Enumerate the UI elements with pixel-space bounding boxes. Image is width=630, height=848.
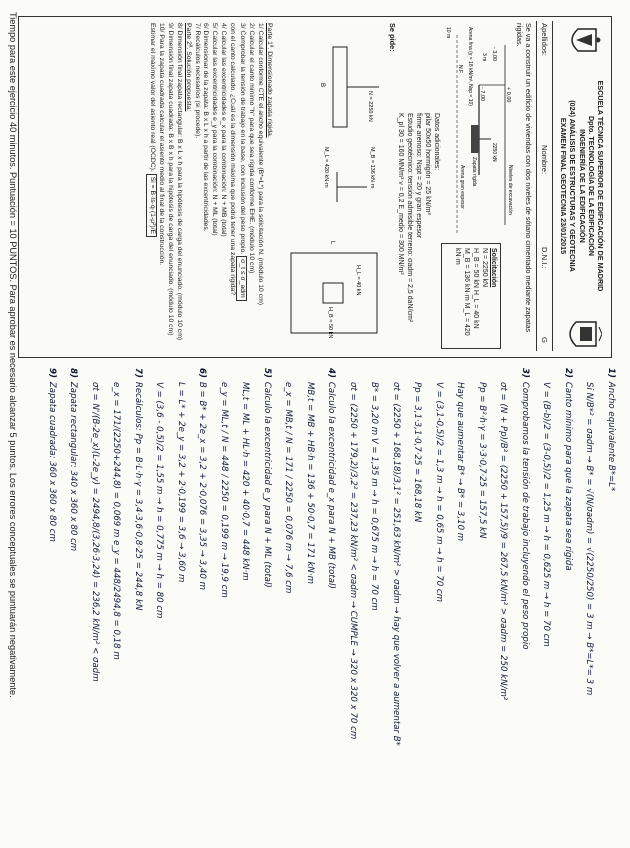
height-label: 3 m bbox=[481, 53, 487, 62]
handwritten-text: σt = (2250 + 168,18)/3,1² = 251,63 kN/m² > σadm → hay que volver a aumentar B* bbox=[391, 382, 401, 746]
handwritten-line bbox=[154, 368, 165, 838]
data-line: K_pl 30 = 160 MN/m³ ν = 0,2 E_medio = 300 MN/m² bbox=[397, 113, 404, 275]
handwritten-text: Zapata rectangular: 340 x 360 x 80 cm bbox=[68, 381, 79, 552]
handwritten-text: V = (B-b)/2 = (3-0,5)/2 = 1,25 m → h = 0,625 m → h = 70 cm bbox=[541, 382, 552, 647]
excavation-note: Niveles de excavación bbox=[507, 165, 513, 215]
section-diagram bbox=[441, 25, 519, 245]
data-line: Estudio geotécnico: tensión admisible terreno: σadm = 2,5 daN/cm² bbox=[406, 113, 413, 323]
level-zero: + 0,00 bbox=[505, 87, 511, 103]
handwritten-text: V = (3,6 - 0,5)/2 = 1,55 m → h = 0,775 m → h = 80 cm bbox=[154, 382, 165, 619]
handwritten-line bbox=[347, 368, 358, 838]
handwritten-text: σt = (2250 + 179,2)/3,2² = 237,23 kN/m² < σadm → CUMPLE → 320 x 320 x 70 cm bbox=[348, 382, 358, 740]
fig-moment-l: M_L = 420 kN·m bbox=[323, 147, 329, 188]
handwritten-line bbox=[476, 368, 487, 838]
solicitation-line: N = 2250 kN bbox=[481, 248, 488, 288]
handwritten-text: σt = N'/(B-2e_x)(L-2e_y) = 2494,8/(3,26·3,24) = 236,2 kN/m² < σadm bbox=[90, 382, 100, 682]
se-pide-label: Se pide: bbox=[388, 23, 397, 52]
handwritten-solution bbox=[20, 368, 616, 838]
data-line: Datos adicionales: bbox=[433, 113, 440, 171]
fig-horizontal-l: H_L = 40 kN bbox=[355, 265, 361, 296]
handwritten-line bbox=[175, 368, 186, 838]
handwritten-line bbox=[455, 368, 466, 838]
additional-data bbox=[396, 113, 441, 349]
handwritten-line bbox=[584, 368, 595, 838]
handwritten-number: 9) bbox=[47, 368, 57, 378]
exam-header bbox=[552, 21, 607, 351]
handwritten-line bbox=[111, 368, 122, 838]
handwritten-text: Pp = 3,1·3,1·0,7·25 = 168,18 kN bbox=[412, 382, 423, 523]
handwritten-text: Canto mínimo para que la zapata sea rígida bbox=[563, 381, 573, 571]
questions-list bbox=[146, 23, 273, 351]
handwritten-line bbox=[412, 368, 423, 838]
question-text: 3/ Comprobar la tensión de trabajo en la base, con inclusión del peso propio. bbox=[238, 23, 246, 255]
handwritten-text: σt = (N + Pp)/B² = (2250 + 157,5)/9 = 267,5 kN/m² > σadm = 250 kN/m² bbox=[498, 382, 509, 701]
question-part-title: Parte 1ª. Dimensionado zapata rígida. bbox=[266, 23, 273, 138]
fig-dim-b: B bbox=[319, 83, 325, 88]
depth-label: 10 m bbox=[445, 27, 451, 39]
handwritten-text: Hay que aumentar B* → B* = 3,10 m bbox=[455, 382, 466, 542]
handwritten-number: 6) bbox=[197, 368, 208, 378]
name-label: Nombre: bbox=[540, 145, 549, 175]
handwritten-line bbox=[197, 368, 208, 838]
surname-label: Apellidos: bbox=[540, 23, 549, 56]
question-item: 9/ Dimensión final zapata cuadrada: B x B x h para la hipótesis de carga del enunciado. (módulo 10 cm) bbox=[167, 23, 175, 336]
handwritten-line bbox=[132, 368, 143, 838]
handwritten-text: Zapata cuadrada: 360 x 360 x 80 cm bbox=[47, 381, 57, 542]
handwritten-line bbox=[326, 368, 337, 838]
handwritten-line bbox=[283, 368, 294, 838]
exam-footer: Tiempo para este ejercicio 40 minutos. Puntuación = 10 PUNTOS. Para aprobar es necesario alcanzar 5 puntos. Los errores conceptuales se puntuarán negativamente. bbox=[8, 12, 18, 698]
exam-intro: Se va a construir un edificio de viviendas con dos niveles de sótano cimentado mediante zapatas rígidas. bbox=[515, 23, 533, 333]
question-item: 1/ Calcular conforme CTE el ancho equivalente (B*=L*) para la solicitación N. (módulo 10 cm) bbox=[257, 23, 265, 306]
handwritten-number: 4) bbox=[326, 368, 337, 378]
university-crest-logo bbox=[562, 25, 602, 55]
handwritten-text: e_x = MB,t / N = 171 / 2250 = 0,076 m → 7,6 cm bbox=[283, 382, 294, 594]
handwritten-line bbox=[46, 368, 57, 838]
handwritten-text: B = B* + 2e_x = 3,2 + 2·0,076 = 3,35 → 3,40 m bbox=[197, 381, 208, 590]
handwritten-line bbox=[498, 368, 509, 838]
handwritten-text: Si N/B*² = σadm → B* = √(N/σadm) = √(2250/250) = 3 m → B*=L*= 3 m bbox=[584, 382, 595, 696]
handwritten-number: 2) bbox=[563, 368, 573, 378]
question-item: 2/ Calcular el canto mínimo "h" para que sea rígida conforme EHE. (módulo 10 cm) bbox=[248, 23, 256, 274]
handwritten-line bbox=[390, 368, 401, 838]
data-line: pilar 50x50 hormigón = 25 kN/m³ bbox=[424, 113, 431, 215]
student-id-row bbox=[536, 21, 551, 351]
question-item: 8/ Dimensión final zapata rectangular: B x L x h para la hipótesis de carga del enunciado. (módulo 10 cm) bbox=[176, 23, 184, 341]
school-crest-logo bbox=[562, 319, 602, 349]
printed-statement bbox=[18, 16, 612, 358]
question-part-title: Parte 2ª. Solución propuesta: bbox=[184, 23, 192, 112]
question-item: 6/ Dimensionar de la zapata: B x L x h a partir de las excentricidades. bbox=[202, 23, 210, 232]
question-item: 5/ Calcular las excentricidades e_y para la combinación: N + ML (total) bbox=[211, 23, 219, 236]
handwritten-text: L = L* + 2e_y = 3,2 + 2·0,199 = 3,6 → 3,60 m bbox=[176, 382, 186, 583]
question-item: con el canto calculado. ¿Cuál es la dimensión máxima que podrá tener una zapata rígida? bbox=[228, 23, 236, 296]
handwritten-text: Calculo la excentricidad e_y para N + ML (total) bbox=[262, 381, 272, 588]
handwritten-number: 5) bbox=[262, 368, 272, 378]
question-item: 10/ Para la zapata cuadrada calcular el asiento medio al final de la construcción. bbox=[158, 23, 166, 266]
course-name: (024) ANÁLISIS DE ESTRUCTURAS Y GEOTECNIA bbox=[568, 100, 578, 272]
level-minus-three: - 3,00 bbox=[491, 47, 497, 62]
handwritten-line bbox=[605, 368, 616, 838]
question-item: 7/ Recálculos necesarios (si procede). bbox=[193, 23, 201, 139]
question-item bbox=[146, 23, 157, 351]
handwritten-line bbox=[562, 368, 573, 838]
handwritten-number: 1) bbox=[606, 368, 616, 378]
soil-left-label: Arena fina (γ = 18 kN/m³, Nsp = 10) bbox=[467, 27, 473, 106]
handwritten-line bbox=[218, 368, 229, 838]
school-name: ESCUELA TÉCNICA SUPERIOR DE EDIFICACIÓN DE MADRID bbox=[596, 80, 605, 292]
footing-label: Zapata rígida bbox=[471, 157, 477, 187]
footing-figures bbox=[277, 27, 387, 347]
fig-horizontal-b: H_B = 50 kN bbox=[327, 307, 333, 339]
solicitation-line: H_B = 50 kN H_L = 40 kN bbox=[472, 248, 479, 329]
handwritten-text: Comprobamos la tensión de trabajo incluyendo el peso propio bbox=[520, 381, 530, 650]
fig-dim-l: L bbox=[329, 241, 335, 245]
handwritten-text: Recálculos: Pp = B·L·h·γ = 3,4·3,6·0,8·25 = 244,8 kN bbox=[133, 381, 143, 611]
solicitation-title: Solicitación bbox=[490, 248, 497, 288]
handwritten-line bbox=[304, 368, 315, 838]
data-line: firme arenoso: Nspt = 20 y gran espesor bbox=[415, 113, 422, 239]
solicitation-line: M_B = 136 kN·m M_L = 420 kN·m bbox=[454, 248, 470, 336]
handwritten-text: Ancho equivalente B*=L* bbox=[606, 381, 616, 492]
handwritten-text: Calculo la excentricidad e_x para N + MB (total) bbox=[326, 381, 337, 589]
handwritten-line bbox=[433, 368, 444, 838]
question-item bbox=[236, 23, 247, 351]
dni-label: D.N.I.: bbox=[540, 247, 549, 269]
handwritten-text: V = (3,1-0,5)/2 = 1,3 m → h = 0,65 m → h = 70 cm bbox=[434, 382, 444, 603]
handwritten-text: e_y = ML,t / N = 448 / 2250 = 0,199 m → 19,9 cm bbox=[219, 382, 229, 598]
level-minus-seven: - 7,00 bbox=[479, 87, 485, 102]
handwritten-text: B* = 3,20 m V = 1,35 m → h = 0,675 m → h = 70 cm bbox=[369, 382, 380, 611]
exam-title: EXAMEN FINAL GEOTECNIA 23/01/2015 bbox=[559, 117, 569, 255]
group-label: G bbox=[540, 337, 549, 343]
handwritten-number: 8) bbox=[68, 368, 79, 378]
handwritten-text: e_x = 171/(2250+244,8) = 0,069 m e_y = 448/2494,8 = 0,18 m bbox=[111, 382, 122, 660]
handwritten-line bbox=[89, 368, 100, 838]
handwritten-text: MB,t = MB + HB·h = 136 + 50·0,7 = 171 kN·m bbox=[305, 382, 315, 584]
handwritten-line bbox=[369, 368, 380, 838]
handwritten-text: ML,t = ML + HL·h = 420 + 40·0,7 = 448 kN·m bbox=[240, 382, 251, 581]
stress-formula-box: σ_t ≤ σ_adm bbox=[236, 256, 247, 301]
handwritten-line bbox=[261, 368, 272, 838]
solicitation-box bbox=[441, 243, 501, 349]
handwritten-line bbox=[519, 368, 530, 838]
header-text bbox=[559, 61, 605, 311]
question-item: 4/ Calcular las excentricidades e_x para la combinación: N + MB (total) bbox=[220, 23, 228, 237]
handwritten-text: Pp = B²·h·γ = 3·3·0,7·25 = 157,5 kN bbox=[477, 382, 487, 539]
fig-moment-b: M_B = 136 kN·m bbox=[369, 147, 375, 189]
water-table-label: N.F. bbox=[457, 65, 463, 74]
question-text: Estimar el máximo valor del asiento real (OCDC). bbox=[148, 23, 156, 172]
fig-load-n: N = 2250 kN bbox=[367, 91, 373, 122]
handwritten-line bbox=[68, 368, 79, 838]
handwritten-number: 3) bbox=[520, 368, 530, 378]
soil-right-label: Arena gran espesor bbox=[459, 165, 465, 209]
settlement-formula-box: Si = B·Is·q·(1-μ²)/E bbox=[146, 174, 157, 237]
department-name: Dpto. TECNOLOGÍA DE LA EDIFICACIÓN bbox=[586, 115, 596, 256]
handwritten-number: 7) bbox=[133, 368, 143, 378]
load-label: 2250 kN bbox=[491, 143, 497, 162]
handwritten-line bbox=[240, 368, 251, 838]
handwritten-line bbox=[541, 368, 552, 838]
degree-name: INGENIERÍA DE LA EDIFICACIÓN bbox=[577, 129, 587, 243]
